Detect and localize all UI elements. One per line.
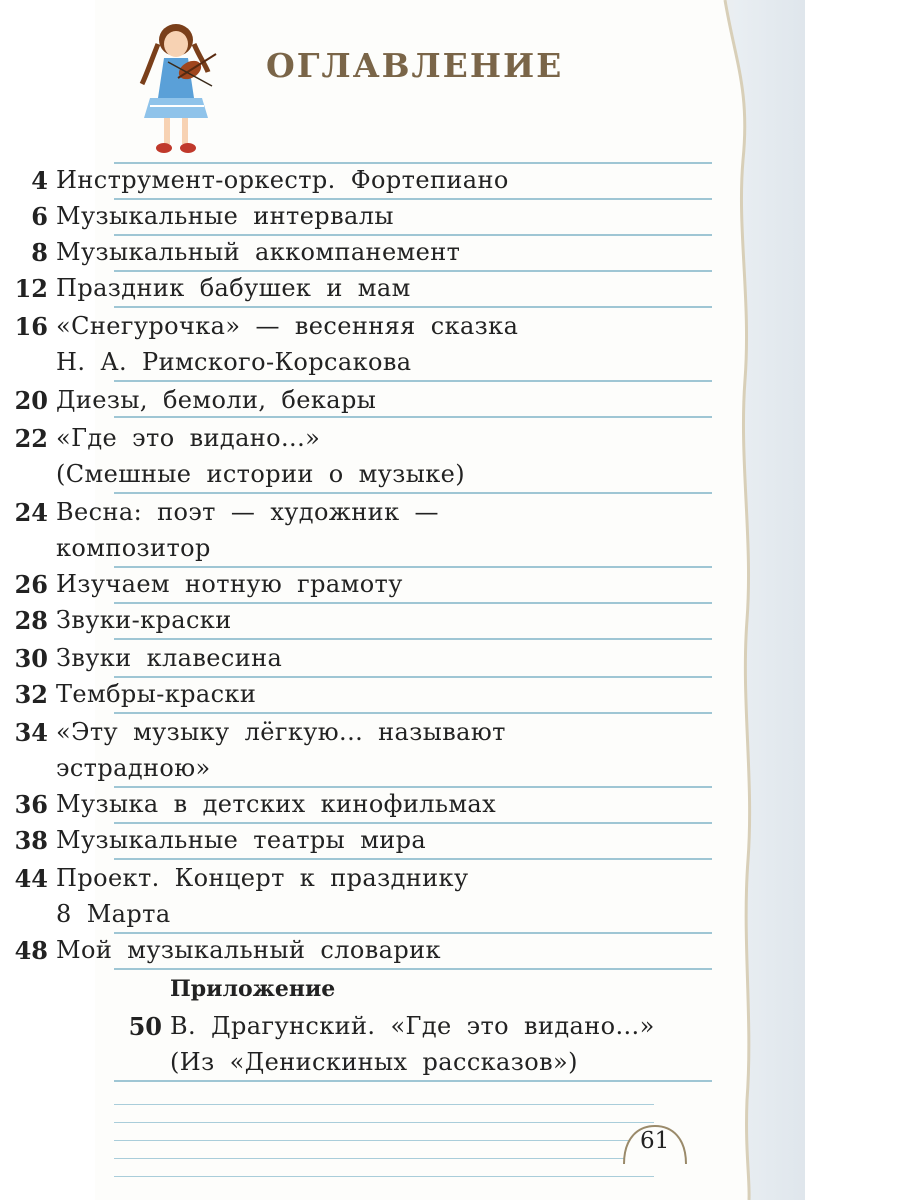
toc-entry-title: Звуки клавесина xyxy=(56,644,283,672)
toc-page-number: 4 xyxy=(31,166,48,195)
toc-page-number: 22 xyxy=(14,424,48,453)
toc-entry-title: Проект. Концерт к празднику xyxy=(56,864,469,892)
staff-line xyxy=(114,1122,654,1123)
toc-entry-title: Диезы, бемоли, бекары xyxy=(56,386,377,414)
toc-entry-title: «Где это видано...» xyxy=(56,424,321,452)
toc-entry-title: Тембры-краски xyxy=(56,680,257,708)
toc-entry-title: Музыкальные театры мира xyxy=(56,826,427,854)
toc-page-number: 32 xyxy=(14,680,48,709)
toc-entry-title: «Эту музыку лёгкую... называют xyxy=(56,718,506,746)
staff-line xyxy=(114,1176,654,1177)
toc-entry-title-continued: (Из «Денискиных рассказов») xyxy=(170,1048,578,1076)
girl-with-violin-icon xyxy=(128,14,228,160)
toc-entry-title: «Снегурочка» — весенняя сказка xyxy=(56,312,519,340)
toc-page-number: 50 xyxy=(128,1012,162,1041)
toc-page-number: 38 xyxy=(14,826,48,855)
toc-page-number: 6 xyxy=(31,202,48,231)
appendix-heading: Приложение xyxy=(170,976,336,1002)
rule-line xyxy=(114,1080,712,1082)
toc-entry-title: Инструмент-оркестр. Фортепиано xyxy=(56,166,509,194)
toc-page-number: 28 xyxy=(14,606,48,635)
toc-page-number: 16 xyxy=(14,312,48,341)
staff-line xyxy=(114,1104,654,1105)
toc-page-number: 34 xyxy=(14,718,48,747)
toc-entry-title-continued: 8 Марта xyxy=(56,900,171,928)
toc-entry-title: В. Драгунский. «Где это видано...» xyxy=(170,1012,655,1040)
toc-entry-title-continued: эстрадною» xyxy=(56,754,211,782)
toc-page-number: 36 xyxy=(14,790,48,819)
toc-page-number: 8 xyxy=(31,238,48,267)
toc-entry-title: Весна: поэт — художник — xyxy=(56,498,439,526)
toc-entry-title: Звуки-краски xyxy=(56,606,232,634)
toc-page-number: 48 xyxy=(14,936,48,965)
toc-entry-title-continued: композитор xyxy=(56,534,211,562)
torn-paper-edge xyxy=(655,0,765,1200)
toc-page-number: 20 xyxy=(14,386,48,415)
toc-page-number: 44 xyxy=(14,864,48,893)
staff-line xyxy=(114,1158,654,1159)
toc-entry-title: Изучаем нотную грамоту xyxy=(56,570,403,598)
page-number: 61 xyxy=(640,1128,670,1154)
toc-page-number: 26 xyxy=(14,570,48,599)
toc-entry-title: Мой музыкальный словарик xyxy=(56,936,441,964)
toc-entry-title: Музыкальный аккомпанемент xyxy=(56,238,461,266)
toc-page-number: 24 xyxy=(14,498,48,527)
toc-page-number: 30 xyxy=(14,644,48,673)
toc-entry-title-continued: Н. А. Римского-Корсакова xyxy=(56,348,412,376)
toc-entry-title-continued: (Смешные истории о музыке) xyxy=(56,460,466,488)
toc-entry-title: Музыкальные интервалы xyxy=(56,202,394,230)
toc-entry-title: Праздник бабушек и мам xyxy=(56,274,411,302)
rule-line xyxy=(114,968,712,970)
toc-entry-title: Музыка в детских кинофильмах xyxy=(56,790,497,818)
toc-page-number: 12 xyxy=(14,274,48,303)
page-title: ОГЛАВЛЕНИЕ xyxy=(266,46,564,85)
staff-line xyxy=(114,1140,654,1141)
